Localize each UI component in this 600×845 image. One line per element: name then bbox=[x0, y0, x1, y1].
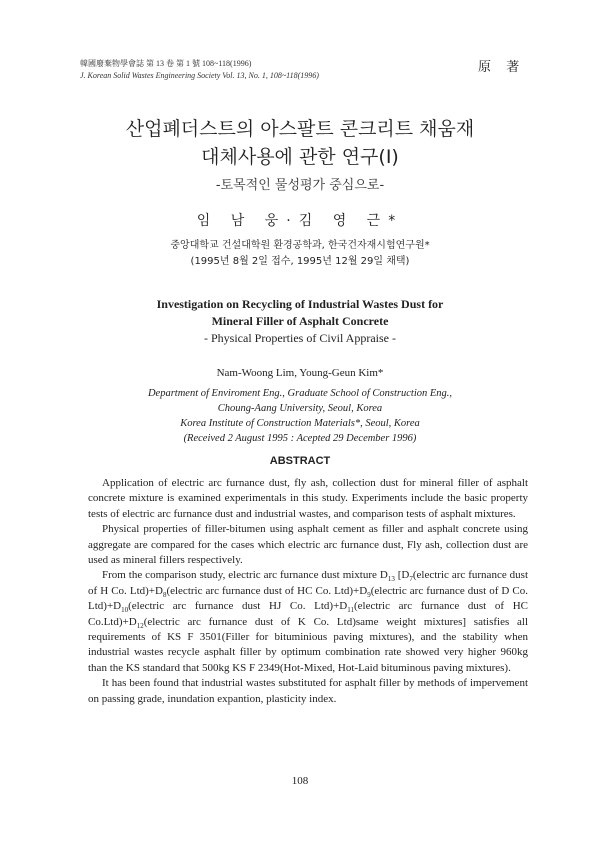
p3-part-h: (electric arc furnance dust of K Co. Ltd)same weight mixtures] satisfies all requirements of KS F 3501(Filler for bituminious paving mixtures), and the stability when industrial wastes recycle asphalt filler by optimum combination rate showed very higher 960kg than the KS standard that 500kg KS F 2349(Hot-Mixed, Hot-Laid bituminous paving mixtures). bbox=[88, 615, 528, 674]
p3-part-d: (electric arc furnance dust of HC Co. Ltd)+D bbox=[166, 584, 368, 597]
journal-english: J. Korean Solid Wastes Engineering Society Vol. 13, No. 1, 108~118(1996) bbox=[80, 71, 319, 80]
abstract-paragraph-4: It has been found that industrial wastes substituted for asphalt filler by methods of impervement on passing grade, inundation expantion, plasticity index. bbox=[88, 677, 528, 705]
english-aff-line2: Choung-Aang University, Seoul, Korea bbox=[217, 403, 383, 414]
p3-sub-10: 10 bbox=[121, 606, 129, 615]
english-aff-line3: Korea Institute of Construction Materials*, Seoul, Korea bbox=[180, 418, 420, 429]
korean-affiliation: 중앙대학교 건설대학원 환경공학과, 한국건자재시험연구원* bbox=[170, 240, 430, 251]
korean-authors: 임 남 웅·김 영 근* bbox=[196, 213, 404, 229]
page-number: 108 bbox=[291, 775, 309, 787]
article-type: 原 著 bbox=[478, 59, 526, 74]
korean-title-line1: 산업폐더스트의 아스팔트 콘크리트 채움재 bbox=[125, 118, 475, 140]
p3-part-e: (electric arc furnance dust of D Co. Ltd)+D bbox=[88, 584, 528, 613]
p3-part-f: (electric arc furnance dust HJ Co. Ltd)+D bbox=[128, 600, 348, 613]
korean-received: (1995년 8월 2일 접수, 1995년 12월 29일 채택) bbox=[190, 256, 410, 267]
p3-sub-11: 11 bbox=[347, 606, 354, 615]
english-aff-line1: Department of Enviroment Eng., Graduate School of Construction Eng., bbox=[147, 388, 453, 399]
journal-korean: 韓國廢棄物學會誌 第 13 卷 第 1 號 108~118(1996) bbox=[80, 59, 252, 68]
abstract-paragraph-1: Application of electric arc furnance dust, fly ash, collection dust for mineral filler of asphalt concrete mixture is examined experimentals in this study. Experiments include the basic property tests of electric arc furnance dust and industrial wastes, and comparison tests of asphalt mixtures. bbox=[88, 477, 528, 520]
p3-sub-12: 12 bbox=[136, 621, 144, 630]
korean-title-line2: 대체사용에 관한 연구(Ⅰ) bbox=[201, 146, 399, 168]
p3-part-g: (electric arc furnance dust of HC Co.Ltd)+D bbox=[88, 600, 528, 628]
english-affiliation bbox=[0, 386, 600, 446]
english-title-line2: Mineral Filler of Asphalt Concrete bbox=[211, 314, 389, 328]
abstract-paragraph-2: Physical properties of filler-bitumen using asphalt cement as filler and asphalt concrete using aggregate are compared for the cases which electric arc furnance dust, Fly ash, collection dust are used as mineral fillers respectively. bbox=[88, 523, 528, 567]
abstract-paragraph-3 bbox=[88, 568, 528, 676]
p3-part-a: From the comparison study, electric arc furnance dust mixture D bbox=[102, 569, 388, 582]
korean-affiliation-block bbox=[0, 238, 600, 270]
abstract-heading: ABSTRACT bbox=[269, 455, 331, 467]
p3-part-b: [D bbox=[394, 569, 410, 582]
english-title-line1: Investigation on Recycling of Industrial Wastes Dust for bbox=[156, 297, 444, 311]
korean-title bbox=[0, 115, 600, 171]
p3-sub-8: 8 bbox=[162, 591, 167, 600]
korean-subtitle: -토목적인 물성평가 중심으로- bbox=[215, 178, 385, 193]
p3-sub-7: 7 bbox=[409, 575, 413, 584]
p3-sub-9: 9 bbox=[367, 591, 371, 600]
english-subtitle: - Physical Properties of Civil Appraise - bbox=[204, 331, 396, 345]
journal-header bbox=[80, 58, 319, 82]
p3-sub-13: 13 bbox=[387, 575, 395, 584]
english-authors: Nam-Woong Lim, Young-Geun Kim* bbox=[216, 367, 384, 379]
english-received: (Received 2 August 1995 : Acepted 29 December 1996) bbox=[183, 433, 417, 444]
abstract-body bbox=[88, 476, 528, 707]
english-title bbox=[0, 296, 600, 347]
p3-part-c: (electric arc furnance dust of H Co. Ltd)+D bbox=[88, 569, 528, 597]
